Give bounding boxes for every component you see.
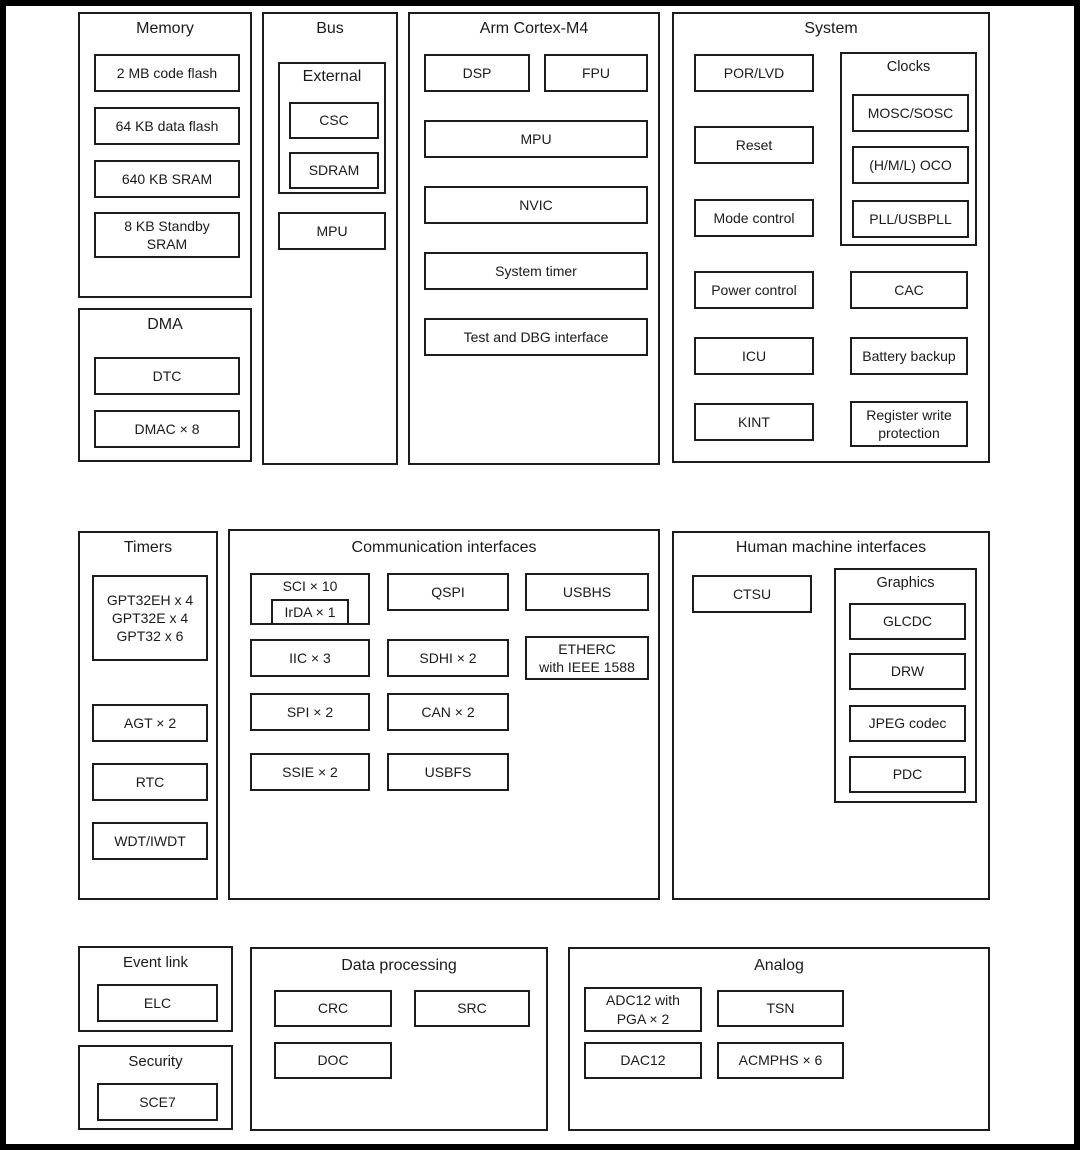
data-processing-title: Data processing [341, 957, 457, 974]
comm-title: Communication interfaces [351, 539, 537, 556]
analog-title: Analog [754, 957, 804, 974]
qspi-block: QSPI [387, 573, 509, 611]
system-title: System [804, 20, 858, 37]
pdc-block: PDC [849, 756, 966, 793]
data-processing-section [250, 947, 548, 1131]
reg-write-line2: protection [878, 425, 940, 441]
dac12-block: DAC12 [584, 1042, 702, 1079]
etherc-block [525, 636, 649, 680]
por-lvd-block: POR/LVD [694, 54, 814, 92]
rtc-block: RTC [92, 763, 208, 801]
irda-block: IrDA × 1 [271, 599, 349, 625]
wdt-iwdt-block: WDT/IWDT [92, 822, 208, 860]
acmphs-block: ACMPHS × 6 [717, 1042, 844, 1079]
standby-sram-block [94, 212, 240, 258]
crc-block: CRC [274, 990, 392, 1027]
standby-sram-line1: 8 KB Standby [124, 217, 210, 234]
glcdc-block: GLCDC [849, 603, 966, 640]
gpt-line3: GPT32 x 6 [116, 628, 184, 645]
memory-title: Memory [136, 20, 194, 37]
test-dbg-block: Test and DBG interface [424, 318, 648, 356]
bus-mpu-block: MPU [278, 212, 386, 250]
iic-block: IIC × 3 [250, 639, 370, 677]
icu-block: ICU [694, 337, 814, 375]
bus-section [262, 12, 398, 465]
bus-title: Bus [316, 20, 344, 37]
can-block: CAN × 2 [387, 693, 509, 731]
sdhi-block: SDHI × 2 [387, 639, 509, 677]
security-section [78, 1045, 233, 1130]
gpt-line2: GPT32E x 4 [111, 609, 189, 626]
event-link-section [78, 946, 233, 1032]
sram-block: 640 KB SRAM [94, 160, 240, 198]
battery-backup-block: Battery backup [850, 337, 968, 375]
etherc-line2: with IEEE 1588 [539, 659, 635, 675]
dsp-block: DSP [424, 54, 530, 92]
mode-control-block: Mode control [694, 199, 814, 237]
cortex-mpu-block: MPU [424, 120, 648, 158]
dtc-block: DTC [94, 357, 240, 395]
memory-section [78, 12, 252, 298]
sci-block [250, 573, 370, 625]
csc-block: CSC [289, 102, 379, 139]
analog-section [568, 947, 990, 1131]
system-timer-block: System timer [424, 252, 648, 290]
power-control-block: Power control [694, 271, 814, 309]
clocks-title: Clocks [886, 59, 931, 75]
cac-block: CAC [850, 271, 968, 309]
elc-block: ELC [97, 984, 218, 1022]
mosc-sosc-block: MOSC/SOSC [852, 94, 969, 132]
fpu-block: FPU [544, 54, 648, 92]
pll-usbpll-block: PLL/USBPLL [852, 200, 969, 238]
comm-section [228, 529, 660, 900]
security-title: Security [128, 1053, 183, 1070]
spi-block: SPI × 2 [250, 693, 370, 731]
gpt-line1: GPT32EH x 4 [106, 591, 194, 608]
etherc-line1: ETHERC [558, 640, 616, 657]
sdram-block: SDRAM [289, 152, 379, 189]
drw-block: DRW [849, 653, 966, 690]
dma-title: DMA [147, 316, 183, 333]
register-write-protection-block [850, 401, 968, 447]
adc12-pga-block [584, 987, 702, 1032]
oco-block: (H/M/L) OCO [852, 146, 969, 184]
graphics-subsection [834, 568, 977, 803]
timers-title: Timers [123, 539, 173, 556]
kint-block: KINT [694, 403, 814, 441]
event-link-title: Event link [122, 954, 189, 971]
sci-label: SCI × 10 [282, 578, 338, 594]
doc-block: DOC [274, 1042, 392, 1079]
sce7-block: SCE7 [97, 1083, 218, 1121]
reg-write-line1: Register write [866, 406, 952, 423]
nvic-block: NVIC [424, 186, 648, 224]
cortex-title: Arm Cortex-M4 [479, 20, 589, 37]
adc12-line2: PGA × 2 [616, 1010, 670, 1027]
ctsu-block: CTSU [692, 575, 812, 613]
external-bus-subsection [278, 62, 386, 194]
cortex-section [408, 12, 660, 465]
standby-sram-line2: SRAM [146, 236, 188, 252]
agt-block: AGT × 2 [92, 704, 208, 742]
src-block: SRC [414, 990, 530, 1027]
usbhs-block: USBHS [525, 573, 649, 611]
gpt-block [92, 575, 208, 661]
dma-section [78, 308, 252, 462]
clocks-subsection [840, 52, 977, 246]
hmi-title: Human machine interfaces [735, 539, 927, 556]
code-flash-block: 2 MB code flash [94, 54, 240, 92]
timers-section [78, 531, 218, 900]
adc12-line1: ADC12 with [606, 992, 680, 1009]
data-flash-block: 64 KB data flash [94, 107, 240, 145]
ssie-block: SSIE × 2 [250, 753, 370, 791]
dmac-block: DMAC × 8 [94, 410, 240, 448]
graphics-title: Graphics [876, 575, 935, 591]
external-bus-title: External [302, 68, 362, 85]
usbfs-block: USBFS [387, 753, 509, 791]
hmi-section [672, 531, 990, 900]
reset-block: Reset [694, 126, 814, 164]
system-section [672, 12, 990, 463]
tsn-block: TSN [717, 990, 844, 1027]
jpeg-codec-block: JPEG codec [849, 705, 966, 742]
